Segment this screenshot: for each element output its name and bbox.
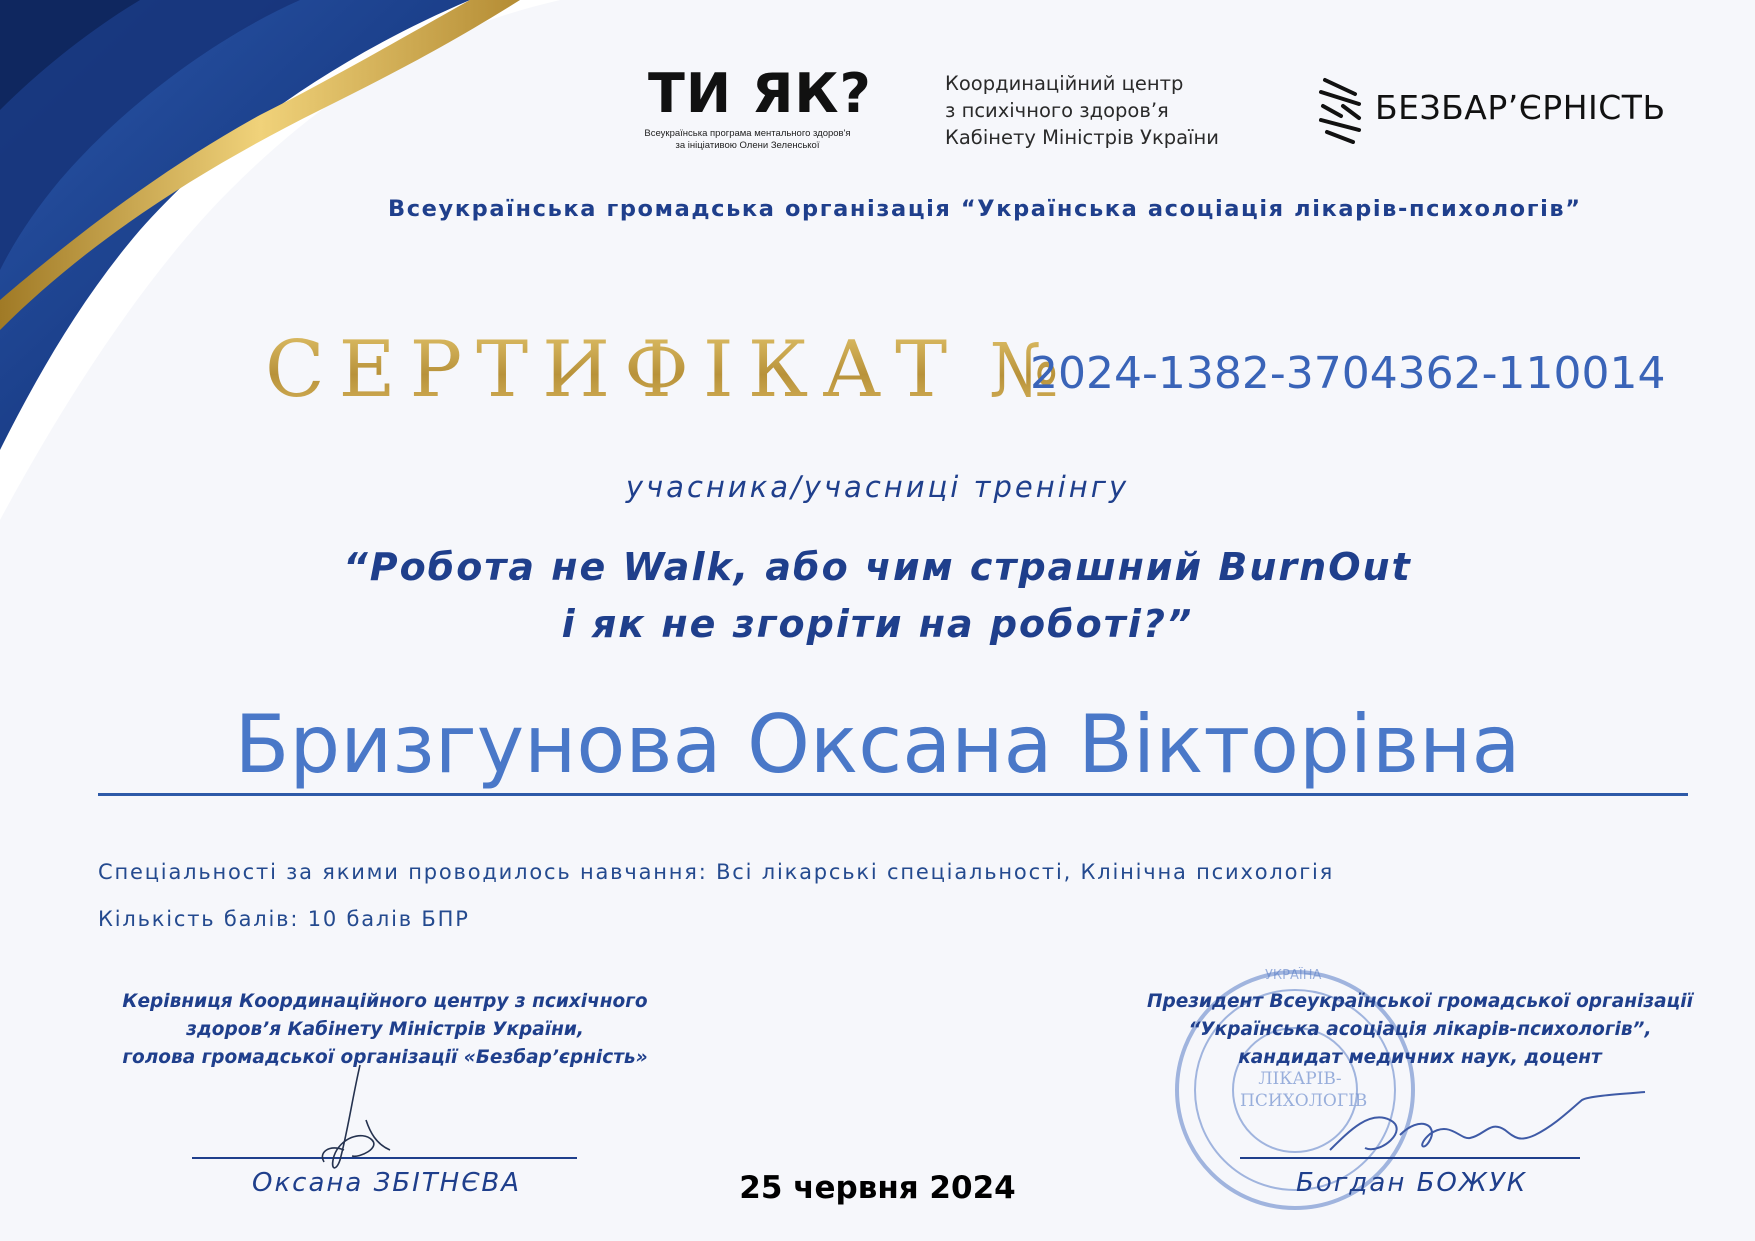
position-line: кандидат медичних наук, доцент (1238, 1047, 1602, 1068)
coordination-center-logo (945, 70, 1219, 151)
coordination-center-line: з психічного здоров’я (945, 99, 1169, 122)
tiyak-subtitle-line: за ініціативою Олени Зеленської (675, 140, 820, 151)
left-signature-line (192, 1157, 577, 1159)
right-signatory-position (1120, 988, 1720, 1072)
position-line: голова громадської організації «Безбар’єрність» (122, 1047, 648, 1068)
participant-label: учасника/учасниці тренінгу (625, 470, 1130, 504)
issue-date: 25 червня 2024 (739, 1170, 1016, 1206)
right-signatory-name: Богдан БОЖУК (1296, 1168, 1528, 1198)
stamp-text (1240, 1068, 1368, 1112)
position-line: “Українська асоціація лікарів-психологів”, (1188, 1019, 1652, 1040)
stamp-line: ПСИХОЛОГІВ (1240, 1091, 1368, 1111)
left-signatory-position (110, 988, 660, 1072)
position-line: Президент Всеукраїнської громадської організації (1147, 991, 1693, 1012)
tiyak-subtitle-line: Всеукраїнська програма ментального здоров'я (644, 128, 851, 139)
tiyak-logo (620, 62, 875, 157)
coordination-center-line: Координаційний центр (945, 72, 1184, 95)
training-title-line-2: і як не згоріти на роботі?” (561, 602, 1194, 646)
organization-name: Всеукраїнська громадська організація “Українська асоціація лікарів-психологів” (388, 196, 1582, 222)
certificate-number: 2024-1382-3704362-110014 (1030, 348, 1666, 399)
specialties-text: Спеціальності за якими проводилось навчання: Всі лікарські спеціальності, Клінічна психологія (98, 860, 1335, 884)
points-text: Кількість балів: 10 балів БПР (98, 907, 470, 931)
stamp-top-text: УКРАЇНА (1265, 968, 1322, 983)
left-signatory-name: Оксана ЗБІТНЄВА (252, 1168, 521, 1198)
certificate-title-row (265, 325, 1059, 425)
position-line: Керівниця Координаційного центру з психічного (122, 991, 648, 1012)
certificate-title: СЕРТИФІКАТ (265, 325, 962, 415)
recipient-name: Бризгунова Оксана Вікторівна (234, 698, 1521, 791)
tiyak-logo-subtitle (620, 128, 875, 152)
training-title-line-1: “Робота не Walk, або чим страшний BurnOut (343, 545, 1412, 589)
bezbariernist-icon (1315, 76, 1365, 144)
coordination-center-line: Кабінету Міністрів України (945, 126, 1219, 149)
right-signature-line (1240, 1157, 1580, 1159)
left-signature (300, 1060, 410, 1180)
stamp-line: ЛІКАРІВ- (1258, 1069, 1342, 1089)
tiyak-logo-text: ТИ ЯК? (648, 62, 872, 125)
name-underline (98, 793, 1688, 796)
number-sign: № (989, 328, 1060, 414)
position-line: здоров’я Кабінету Міністрів України, (186, 1019, 584, 1040)
bezbariernist-logo-text: БЕЗБАР’ЄРНІСТЬ (1375, 88, 1666, 127)
